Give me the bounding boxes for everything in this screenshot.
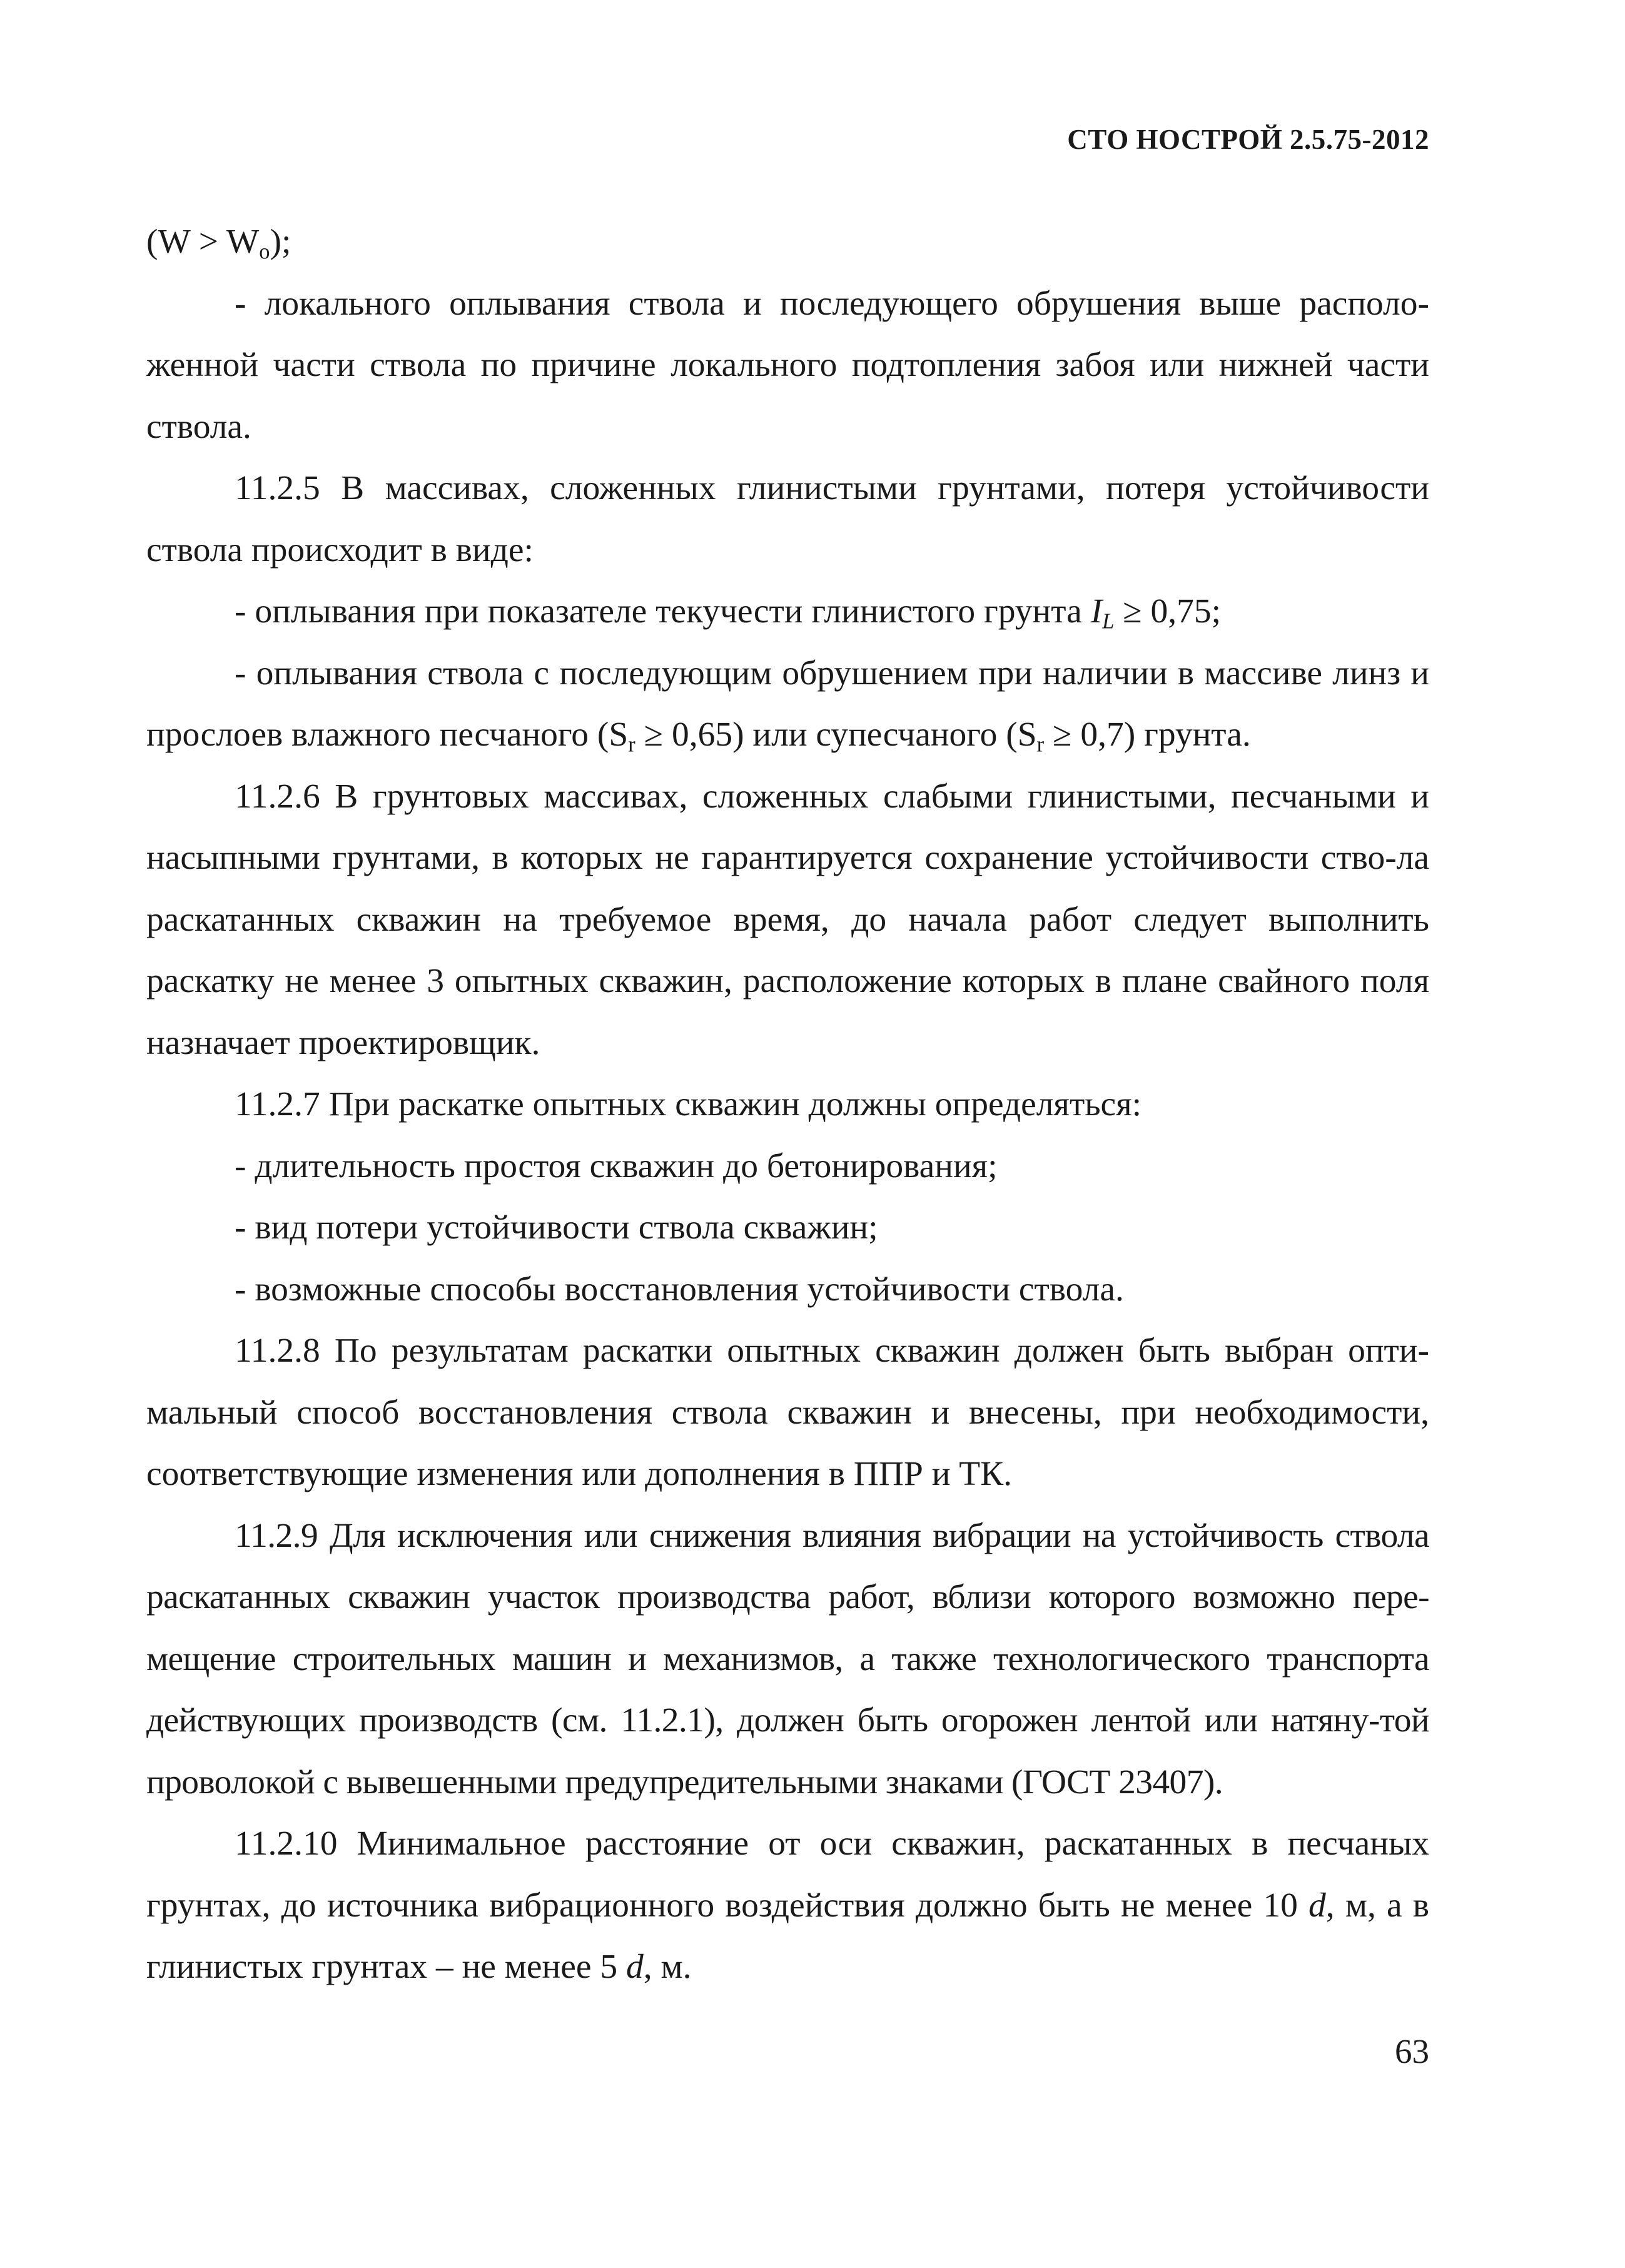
text-run: ≥ 0,65) или супесчаного (S [635, 716, 1037, 754]
text-run: ); [270, 223, 291, 261]
text-run: , м, а в глинистых грунтах – не менее 5 [146, 1886, 1429, 1986]
paragraph-11-2-9: 11.2.9 Для исключения или снижения влияния вибрации на устойчивость ствола раскатанных скважин участок производства работ, вблизи которого возможно пере-мещение строительных машин и механизмов, а также технологического транспорта действующих производств (см. 11.2.1), должен быть огорожен лентой или натяну-той проволокой с вывешенными предупредительными знаками (ГОСТ 23407). [146, 1516, 1429, 1801]
paragraph-11-2-6: 11.2.6 В грунтовых массивах, сложенных слабыми глинистыми, песчаными и насыпными грунтами, в которых не гарантируется сохранение устойчивости ство-ла раскатанных скважин на требуемое время, до начала работ следует выполнить раскатку не менее 3 опытных скважин, расположение которых в плане свайного поля назначает проектировщик. [146, 777, 1429, 1062]
list-item-stability-loss-type: - вид потери устойчивости ствола скважин; [235, 1208, 878, 1247]
subscript: r [1036, 732, 1045, 757]
list-item-local-slumping: - локального оплывания ствола и последующего обрушения выше располо-женной части ствола по причине локального подтопления забоя или нижней части ствола. [146, 284, 1429, 446]
subscript: о [259, 240, 270, 264]
text-run: - оплывания ствола с последующим обрушением при наличии в массиве линз и прослоев влажного песчаного (S [146, 654, 1429, 754]
subscript: L [1102, 609, 1115, 634]
paragraph-11-2-7: 11.2.7 При раскатке опытных скважин должны определяться: [235, 1085, 1142, 1123]
paragraph-11-2-5: 11.2.5 В массивах, сложенных глинистыми грунтами, потеря устойчивости ствола происходит в виде: [146, 469, 1429, 569]
page-number: 63 [1395, 2032, 1429, 2070]
list-item-restoration-methods: - возможные способы восстановления устойчивости ствола. [235, 1270, 1124, 1309]
paragraph-11-2-10 [146, 1813, 1429, 1998]
list-item-liquidity-index [146, 581, 1429, 643]
text-run: (W > W [146, 223, 260, 261]
text-run: - оплывания при показателе текучести глинистого грунта [235, 592, 1091, 630]
text-run: ≥ 0,7) грунта. [1044, 716, 1251, 754]
list-item-idle-duration: - длительность простоя скважин до бетонирования; [235, 1147, 998, 1185]
variable-symbol: d [1309, 1886, 1326, 1925]
paragraph-11-2-8: 11.2.8 По результатам раскатки опытных скважин должен быть выбран опти-мальный способ восстановления ствола скважин и внесены, при необходимости, соответствующие изменения или дополнения в ППР и ТК. [146, 1332, 1429, 1493]
text-run: 11.2.10 Минимальное расстояние от оси скважин, раскатанных в песчаных грунтах, до источника вибрационного воздействия должно быть не менее 10 [146, 1825, 1429, 1925]
text-run: , м. [643, 1948, 692, 1986]
paragraph-continuation [146, 211, 1429, 273]
list-item-lenses-interlayers [146, 643, 1429, 766]
body-text [146, 211, 1429, 1998]
text-run: ≥ 0,75; [1114, 592, 1222, 630]
subscript: r [628, 732, 635, 757]
variable-symbol: I [1090, 592, 1103, 630]
variable-symbol: d [626, 1948, 644, 1986]
document-code-header: СТО НОСТРОЙ 2.5.75-2012 [1067, 124, 1429, 155]
